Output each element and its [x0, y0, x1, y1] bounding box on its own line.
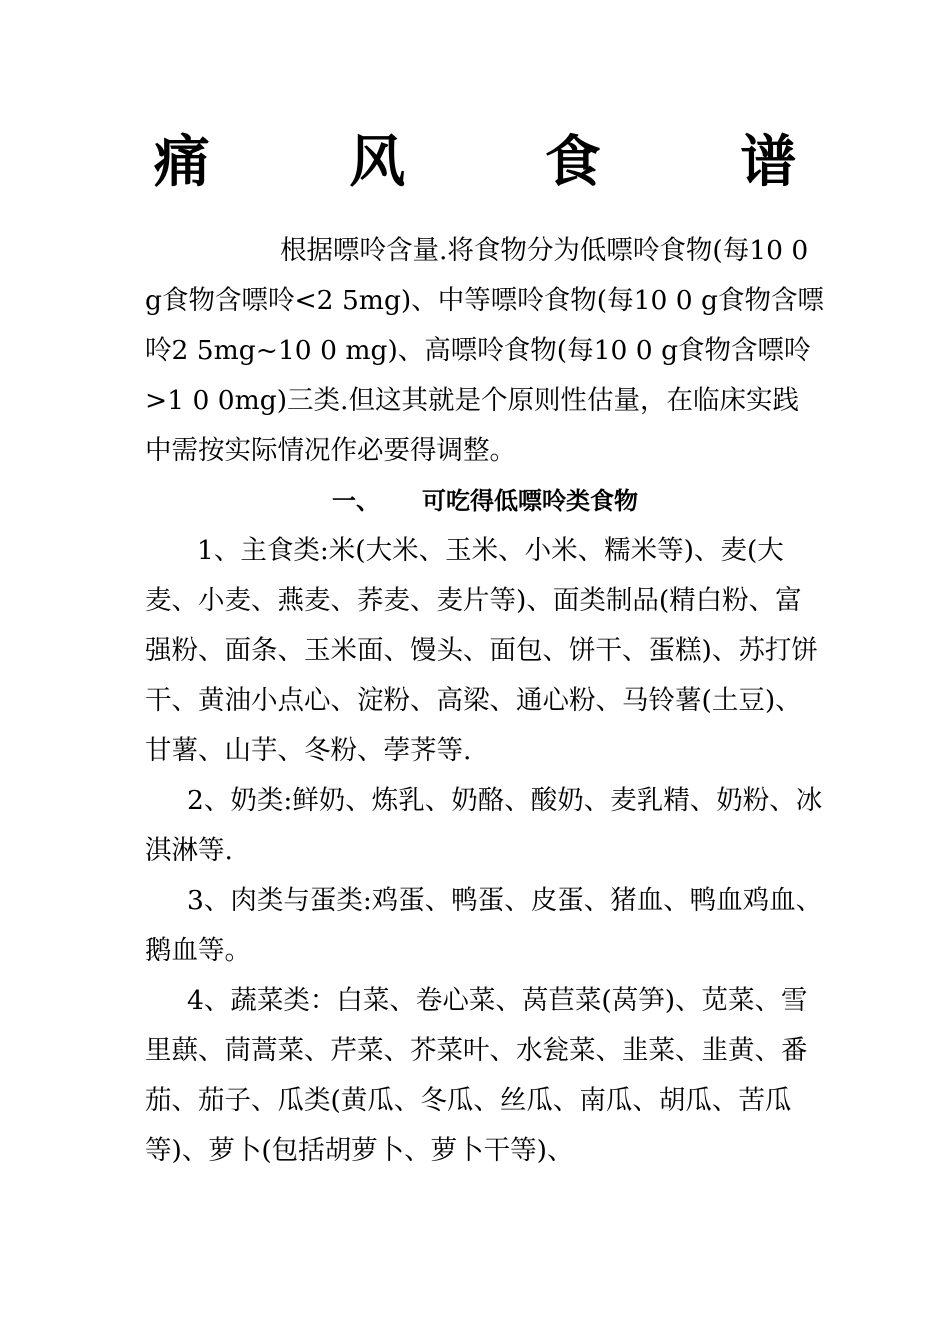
document-body [145, 226, 825, 1176]
section-heading [145, 476, 825, 526]
document-title: 痛 风 食 谱 [153, 129, 857, 195]
list-item: 1、主食类:米(大米、玉米、小米、糯米等)、麦(大麦、小麦、燕麦、荞麦、麦片等)、面类制品(精白粉、富强粉、面条、玉米面、馒头、面包、饼干、蛋糕)、苏打饼干、黄油小点心、淀粉、高梁、通心粉、马铃薯(土豆)、甘薯、山芋、冬粉、荸荠等. [145, 535, 818, 766]
list-item: 2、奶类:鲜奶、炼乳、奶酪、酸奶、麦乳精、奶粉、冰淇淋等. [145, 785, 823, 866]
list-item: 3、肉类与蛋类:鸡蛋、鸭蛋、皮蛋、猪血、鸭血鸡血、鹅血等。 [145, 885, 823, 966]
intro-paragraph: 根据嘌呤含量.将食物分为低嘌呤食物(每10 0 g食物含嘌呤<2 5mg)、中等嘌呤食物(每10 0 g食物含嘌呤2 5mg~10 0 mg)、高嘌呤食物(每10 0 g食物含嘌呤>1 0 0mg)三类.但这其就是个原则性估量，在临床实践中需按实际情况作必要得调整。 [145, 235, 824, 466]
section-number: 一、 [332, 487, 380, 515]
list-item: 4、蔬菜类：白菜、卷心菜、莴苣菜(莴笋)、苋菜、雪里蕻、茼蒿菜、芹菜、芥菜叶、水瓮菜、韭菜、韭黄、番茄、茄子、瓜类(黄瓜、冬瓜、丝瓜、南瓜、胡瓜、苦瓜等)、萝卜(包括胡萝卜、萝卜干等)、 [145, 985, 808, 1166]
section-heading-text: 可吃得低嘌呤类食物 [422, 487, 638, 515]
